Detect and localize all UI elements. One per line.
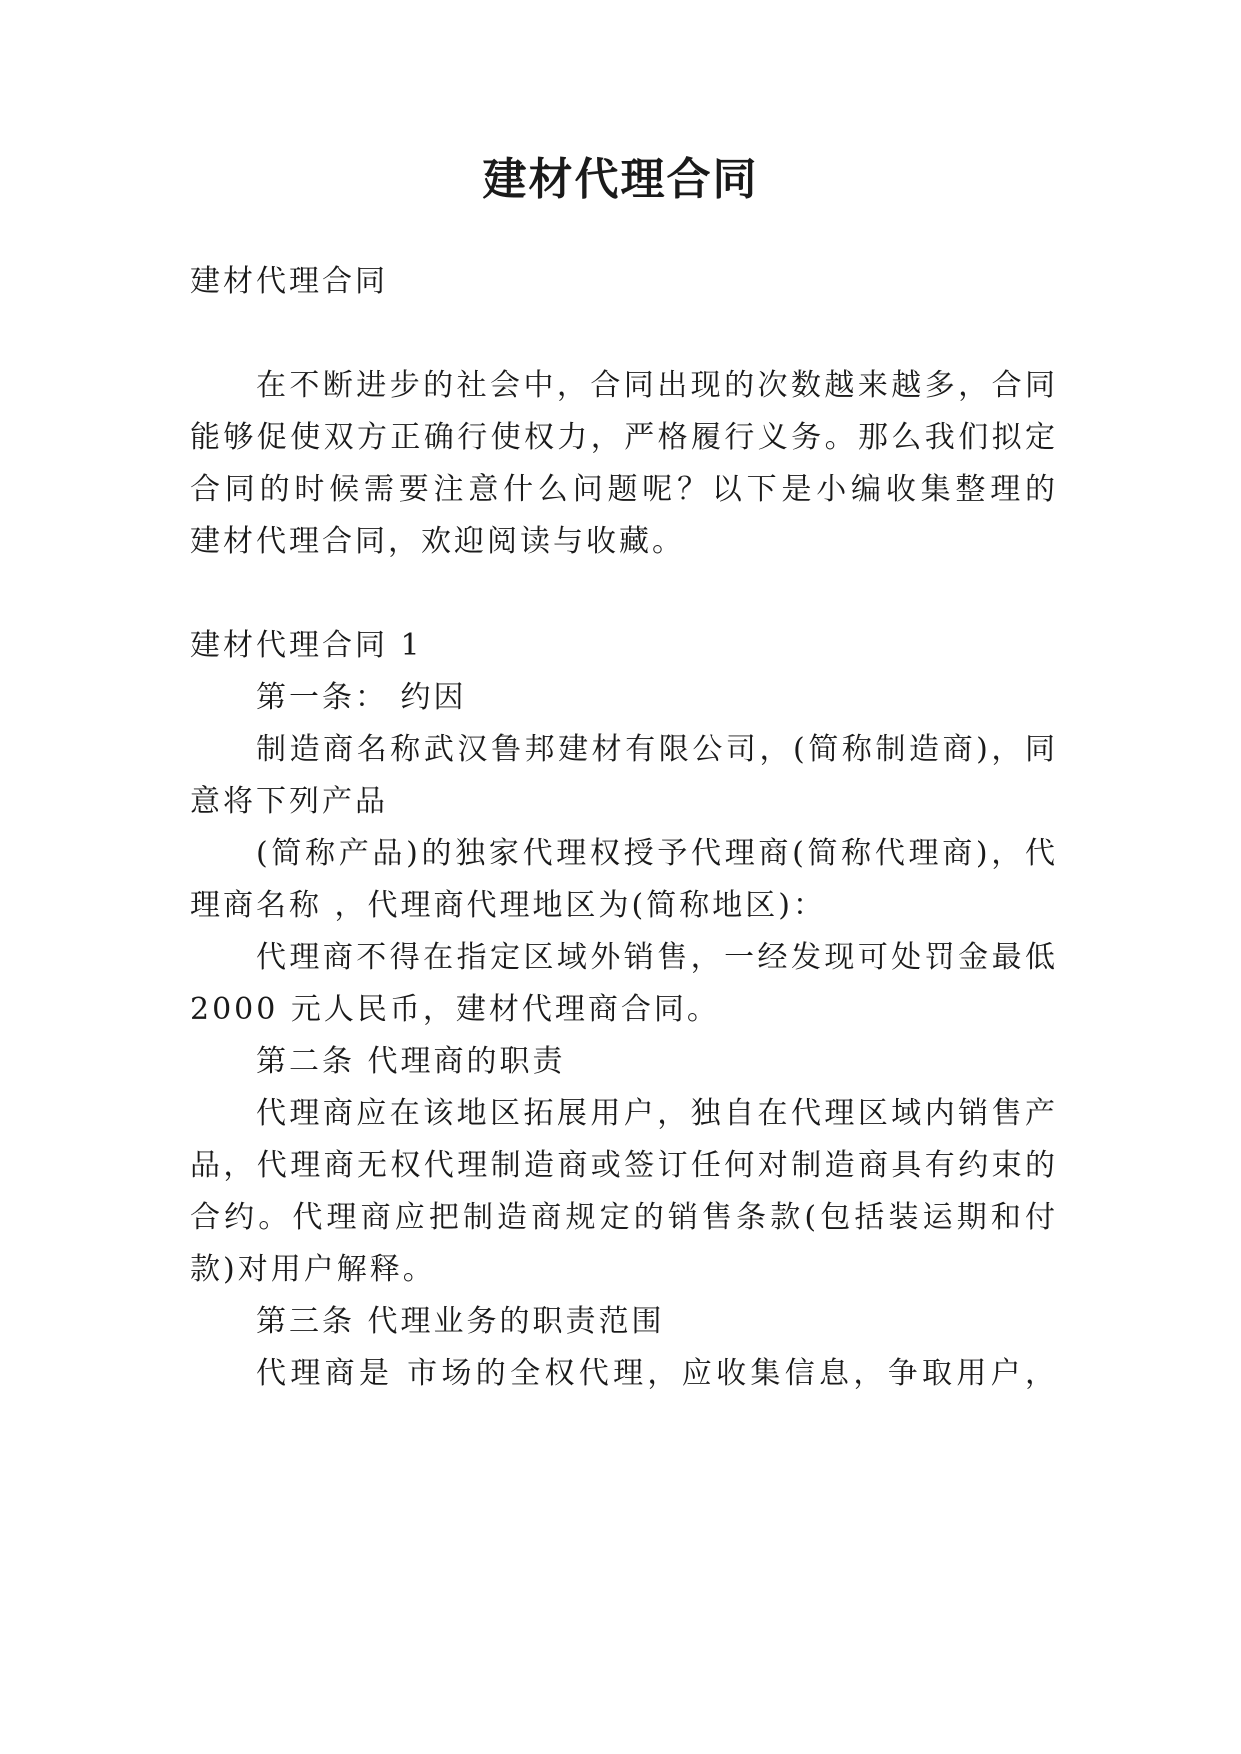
article-heading: 第二条 代理商的职责 [256, 1044, 566, 1079]
section-heading: 建材代理合同 1 [190, 628, 423, 663]
body-line: 意将下列产品 [190, 784, 388, 819]
body-line: 代理商不得在指定区域外销售，一经发现可处罚金最低 [256, 940, 1058, 975]
subtitle-line: 建材代理合同 [190, 264, 388, 299]
body-line: 代理商应在该地区拓展用户，独自在代理区域内销售产 [256, 1096, 1058, 1131]
body-line: 合约。代理商应把制造商规定的销售条款(包括装运期和付 [190, 1200, 1058, 1235]
article-heading: 第一条： 约因 [256, 680, 467, 715]
body-line: 2000 元人民币，建材代理商合同。 [190, 992, 720, 1027]
body-line: 制造商名称武汉鲁邦建材有限公司，(简称制造商)，同 [256, 732, 1058, 767]
article-heading: 第三条 代理业务的职责范围 [256, 1304, 665, 1339]
document-title: 建材代理合同 [482, 154, 759, 205]
body-line: 品，代理商无权代理制造商或签订任何对制造商具有约束的 [190, 1148, 1058, 1183]
intro-line: 能够促使双方正确行使权力，严格履行义务。那么我们拟定 [190, 420, 1058, 455]
intro-line: 建材代理合同，欢迎阅读与收藏。 [190, 524, 685, 559]
body-line: (简称产品)的独家代理权授予代理商(简称代理商)，代 [256, 836, 1058, 871]
body-line: 代理商是 市场的全权代理，应收集信息，争取用户， [256, 1356, 1058, 1391]
intro-line: 合同的时候需要注意什么问题呢？以下是小编收集整理的 [190, 472, 1058, 507]
body-line: 理商名称 ，代理商代理地区为(简称地区)： [190, 888, 826, 923]
body-line: 款)对用户解释。 [190, 1252, 436, 1287]
intro-line: 在不断进步的社会中，合同出现的次数越来越多，合同 [256, 368, 1058, 403]
